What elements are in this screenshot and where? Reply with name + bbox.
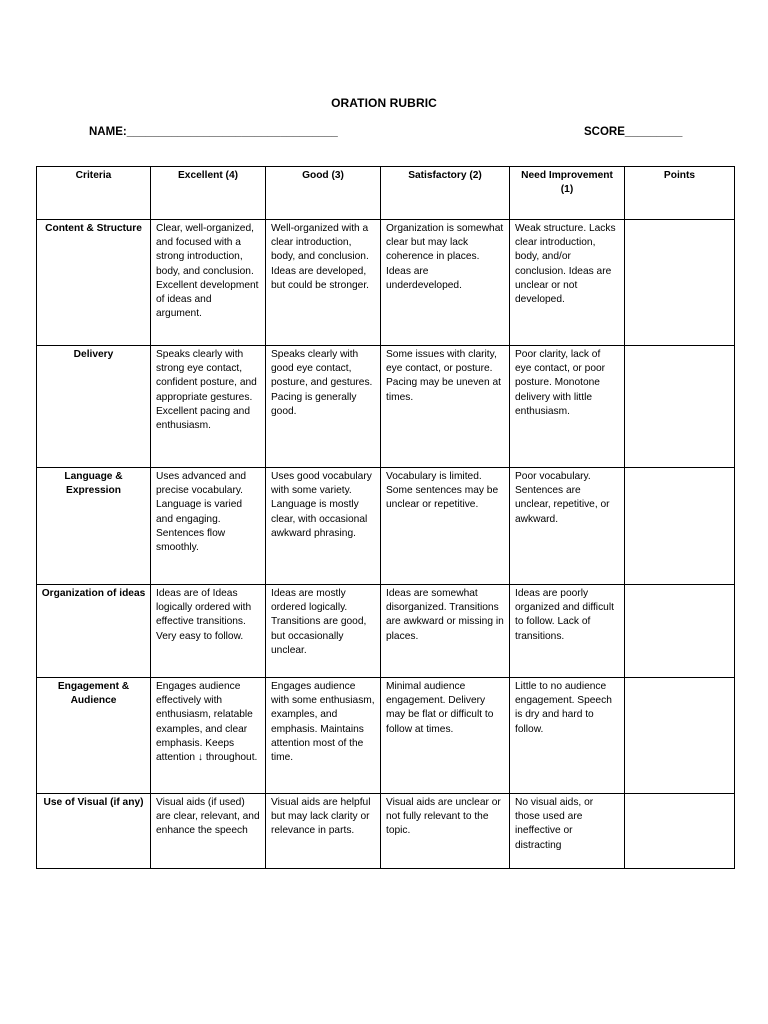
satisfactory-cell: Minimal audience engagement. Delivery may be flat or difficult to follow at times. <box>381 678 510 794</box>
header-row <box>37 167 735 220</box>
excellent-cell: Visual aids (if used) are clear, relevant, and enhance the speech <box>151 794 266 869</box>
page-title: ORATION RUBRIC <box>331 96 437 110</box>
satisfactory-cell: Visual aids are unclear or not fully relevant to the topic. <box>381 794 510 869</box>
criteria-cell: Engagement & Audience <box>37 678 151 794</box>
name-field-label: NAME:_________________________________ <box>89 126 338 138</box>
criteria-cell: Delivery <box>37 346 151 468</box>
points-cell <box>625 794 735 869</box>
header-criteria: Criteria <box>37 167 151 220</box>
excellent-cell: Ideas are of Ideas logically ordered with effective transitions. Very easy to follow. <box>151 585 266 678</box>
satisfactory-cell: Vocabulary is limited. Some sentences may be unclear or repetitive. <box>381 468 510 585</box>
excellent-cell: Uses advanced and precise vocabulary. Language is varied and engaging. Sentences flow smoothly. <box>151 468 266 585</box>
table-row <box>37 220 735 346</box>
good-cell: Speaks clearly with good eye contact, posture, and gestures. Pacing is generally good. <box>266 346 381 468</box>
header-need-improvement: Need Improvement (1) <box>510 167 625 220</box>
need-improvement-cell: Poor clarity, lack of eye contact, or poor posture. Monotone delivery with little enthusiasm. <box>510 346 625 468</box>
points-cell <box>625 346 735 468</box>
good-cell: Uses good vocabulary with some variety. Language is mostly clear, with occasional awkward phrasing. <box>266 468 381 585</box>
need-improvement-cell: No visual aids, or those used are ineffective or distracting <box>510 794 625 869</box>
need-improvement-cell: Ideas are poorly organized and difficult to follow. Lack of transitions. <box>510 585 625 678</box>
table-row <box>37 794 735 869</box>
table-row <box>37 678 735 794</box>
good-cell: Visual aids are helpful but may lack clarity or relevance in parts. <box>266 794 381 869</box>
need-improvement-cell: Little to no audience engagement. Speech is dry and hard to follow. <box>510 678 625 794</box>
satisfactory-cell: Organization is somewhat clear but may lack coherence in places. Ideas are underdeveloped. <box>381 220 510 346</box>
good-cell: Well-organized with a clear introduction, body, and conclusion. Ideas are developed, but could be stronger. <box>266 220 381 346</box>
rubric-table <box>36 166 735 869</box>
criteria-cell: Use of Visual (if any) <box>37 794 151 869</box>
criteria-cell: Organization of ideas <box>37 585 151 678</box>
table-row <box>37 585 735 678</box>
excellent-cell: Speaks clearly with strong eye contact, confident posture, and appropriate gestures. Excellent pacing and enthusiasm. <box>151 346 266 468</box>
table-row <box>37 468 735 585</box>
header-excellent: Excellent (4) <box>151 167 266 220</box>
need-improvement-cell: Poor vocabulary. Sentences are unclear, repetitive, or awkward. <box>510 468 625 585</box>
header-points: Points <box>625 167 735 220</box>
header-good: Good (3) <box>266 167 381 220</box>
header-satisfactory: Satisfactory (2) <box>381 167 510 220</box>
criteria-cell: Content & Structure <box>37 220 151 346</box>
table-row <box>37 346 735 468</box>
criteria-cell: Language & Expression <box>37 468 151 585</box>
score-field-label: SCORE_________ <box>584 126 683 138</box>
need-improvement-cell: Weak structure. Lacks clear introduction, body, and/or conclusion. Ideas are unclear or not developed. <box>510 220 625 346</box>
points-cell <box>625 678 735 794</box>
points-cell <box>625 468 735 585</box>
points-cell <box>625 220 735 346</box>
good-cell: Ideas are mostly ordered logically. Transitions are good, but occasionally unclear. <box>266 585 381 678</box>
excellent-cell: Clear, well-organized, and focused with a strong introduction, body, and conclusion. Excellent development of ideas and argument. <box>151 220 266 346</box>
excellent-cell: Engages audience effectively with enthusiasm, relatable examples, and clear emphasis. Keeps attention ↓ throughout. <box>151 678 266 794</box>
satisfactory-cell: Ideas are somewhat disorganized. Transitions are awkward or missing in places. <box>381 585 510 678</box>
good-cell: Engages audience with some enthusiasm, examples, and emphasis. Maintains attention most of the time. <box>266 678 381 794</box>
points-cell <box>625 585 735 678</box>
satisfactory-cell: Some issues with clarity, eye contact, or posture. Pacing may be uneven at times. <box>381 346 510 468</box>
